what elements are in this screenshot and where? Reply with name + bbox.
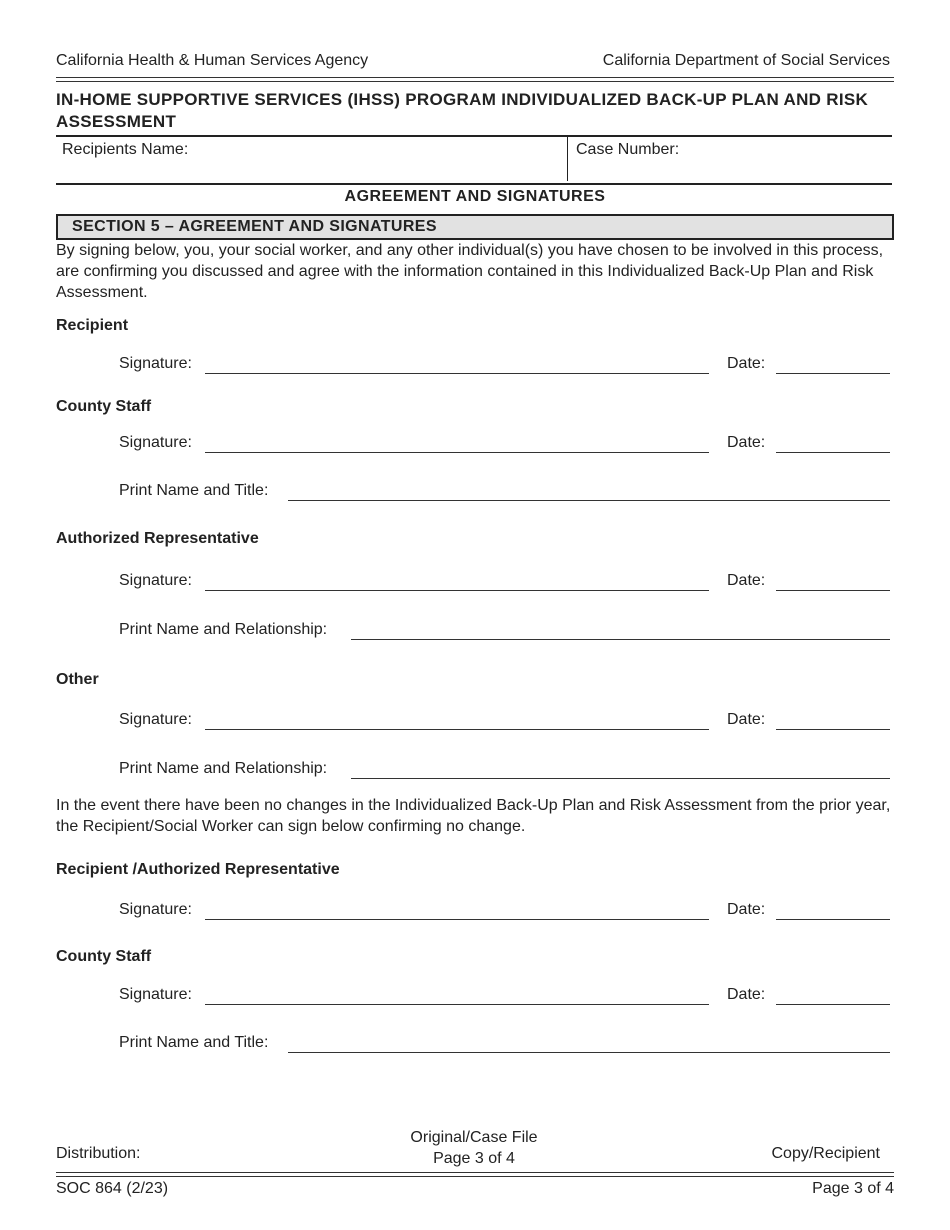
nochange-recipient-date-label: Date: [727, 901, 766, 918]
other-date-label: Date: [727, 711, 766, 728]
group-county-staff-2: County Staff [56, 948, 152, 965]
footer-page-number: Page 3 of 4 [812, 1180, 894, 1197]
nochange-recipient-signature-label: Signature: [119, 901, 192, 918]
group-recipient-authorized-representative: Recipient /Authorized Representative [56, 861, 340, 878]
other-date-line[interactable] [776, 729, 890, 730]
header-rule [56, 77, 894, 82]
county-signature-label: Signature: [119, 434, 192, 451]
nochange-county-signature-line[interactable] [205, 1004, 709, 1005]
county-date-label: Date: [727, 434, 766, 451]
other-print-name-line[interactable] [351, 778, 890, 779]
authrep-signature-line[interactable] [205, 590, 709, 591]
county-date-line[interactable] [776, 452, 890, 453]
authrep-print-name-line[interactable] [351, 639, 890, 640]
recipient-date-line[interactable] [776, 373, 890, 374]
group-authorized-representative: Authorized Representative [56, 530, 259, 547]
no-change-paragraph: In the event there have been no changes in the Individualized Back-Up Plan and Risk Assessment from the prior year, the Recipient/Social Worker can sign below confirming no change. [56, 797, 891, 835]
authrep-date-line[interactable] [776, 590, 890, 591]
nochange-recipient-signature-line[interactable] [205, 919, 709, 920]
department-name: California Department of Social Services [602, 52, 890, 69]
other-signature-label: Signature: [119, 711, 192, 728]
group-recipient: Recipient [56, 317, 129, 334]
section-5-title: SECTION 5 – AGREEMENT AND SIGNATURES [72, 218, 437, 235]
group-county-staff: County Staff [56, 398, 152, 415]
nochange-county-date-line[interactable] [776, 1004, 890, 1005]
form-title: IN-HOME SUPPORTIVE SERVICES (IHSS) PROGRAM INDIVIDUALIZED BACK-UP PLAN AND RISK ASSESSMENT [56, 90, 869, 131]
authrep-signature-label: Signature: [119, 572, 192, 589]
county-print-name-label: Print Name and Title: [119, 482, 269, 499]
nochange-recipient-date-line[interactable] [776, 919, 890, 920]
authrep-print-name-label: Print Name and Relationship: [119, 621, 328, 638]
footer-page-center: Page 3 of 4 [433, 1150, 515, 1167]
copy-recipient-label: Copy/Recipient [771, 1145, 880, 1162]
authrep-date-label: Date: [727, 572, 766, 589]
nochange-county-date-label: Date: [727, 986, 766, 1003]
form-code: SOC 864 (2/23) [56, 1180, 169, 1197]
recipient-signature-label: Signature: [119, 355, 192, 372]
original-case-file-label: Original/Case File [410, 1129, 538, 1146]
nochange-county-print-name-label: Print Name and Title: [119, 1034, 269, 1051]
recipient-signature-line[interactable] [205, 373, 709, 374]
county-print-name-line[interactable] [288, 500, 890, 501]
nochange-county-print-name-line[interactable] [288, 1052, 890, 1053]
case-info-divider [567, 137, 568, 181]
other-print-name-label: Print Name and Relationship: [119, 760, 328, 777]
recipient-name-field[interactable]: Recipients Name: [62, 141, 189, 158]
distribution-label: Distribution: [56, 1145, 141, 1162]
agency-name: California Health & Human Services Agency [56, 52, 369, 69]
case-number-field[interactable]: Case Number: [576, 141, 680, 158]
county-signature-line[interactable] [205, 452, 709, 453]
other-signature-line[interactable] [205, 729, 709, 730]
recipient-date-label: Date: [727, 355, 766, 372]
intro-paragraph: By signing below, you, your social worker, and any other individual(s) you have chosen to be involved in this process, are confirming you discussed and agree with the information contained in this Individualized Back-Up Plan and Risk Assessment. [56, 242, 884, 301]
group-other: Other [56, 671, 99, 688]
nochange-county-signature-label: Signature: [119, 986, 192, 1003]
footer-rule [56, 1172, 894, 1177]
agreement-heading: AGREEMENT AND SIGNATURES [344, 188, 606, 205]
section-5-header [56, 214, 894, 240]
